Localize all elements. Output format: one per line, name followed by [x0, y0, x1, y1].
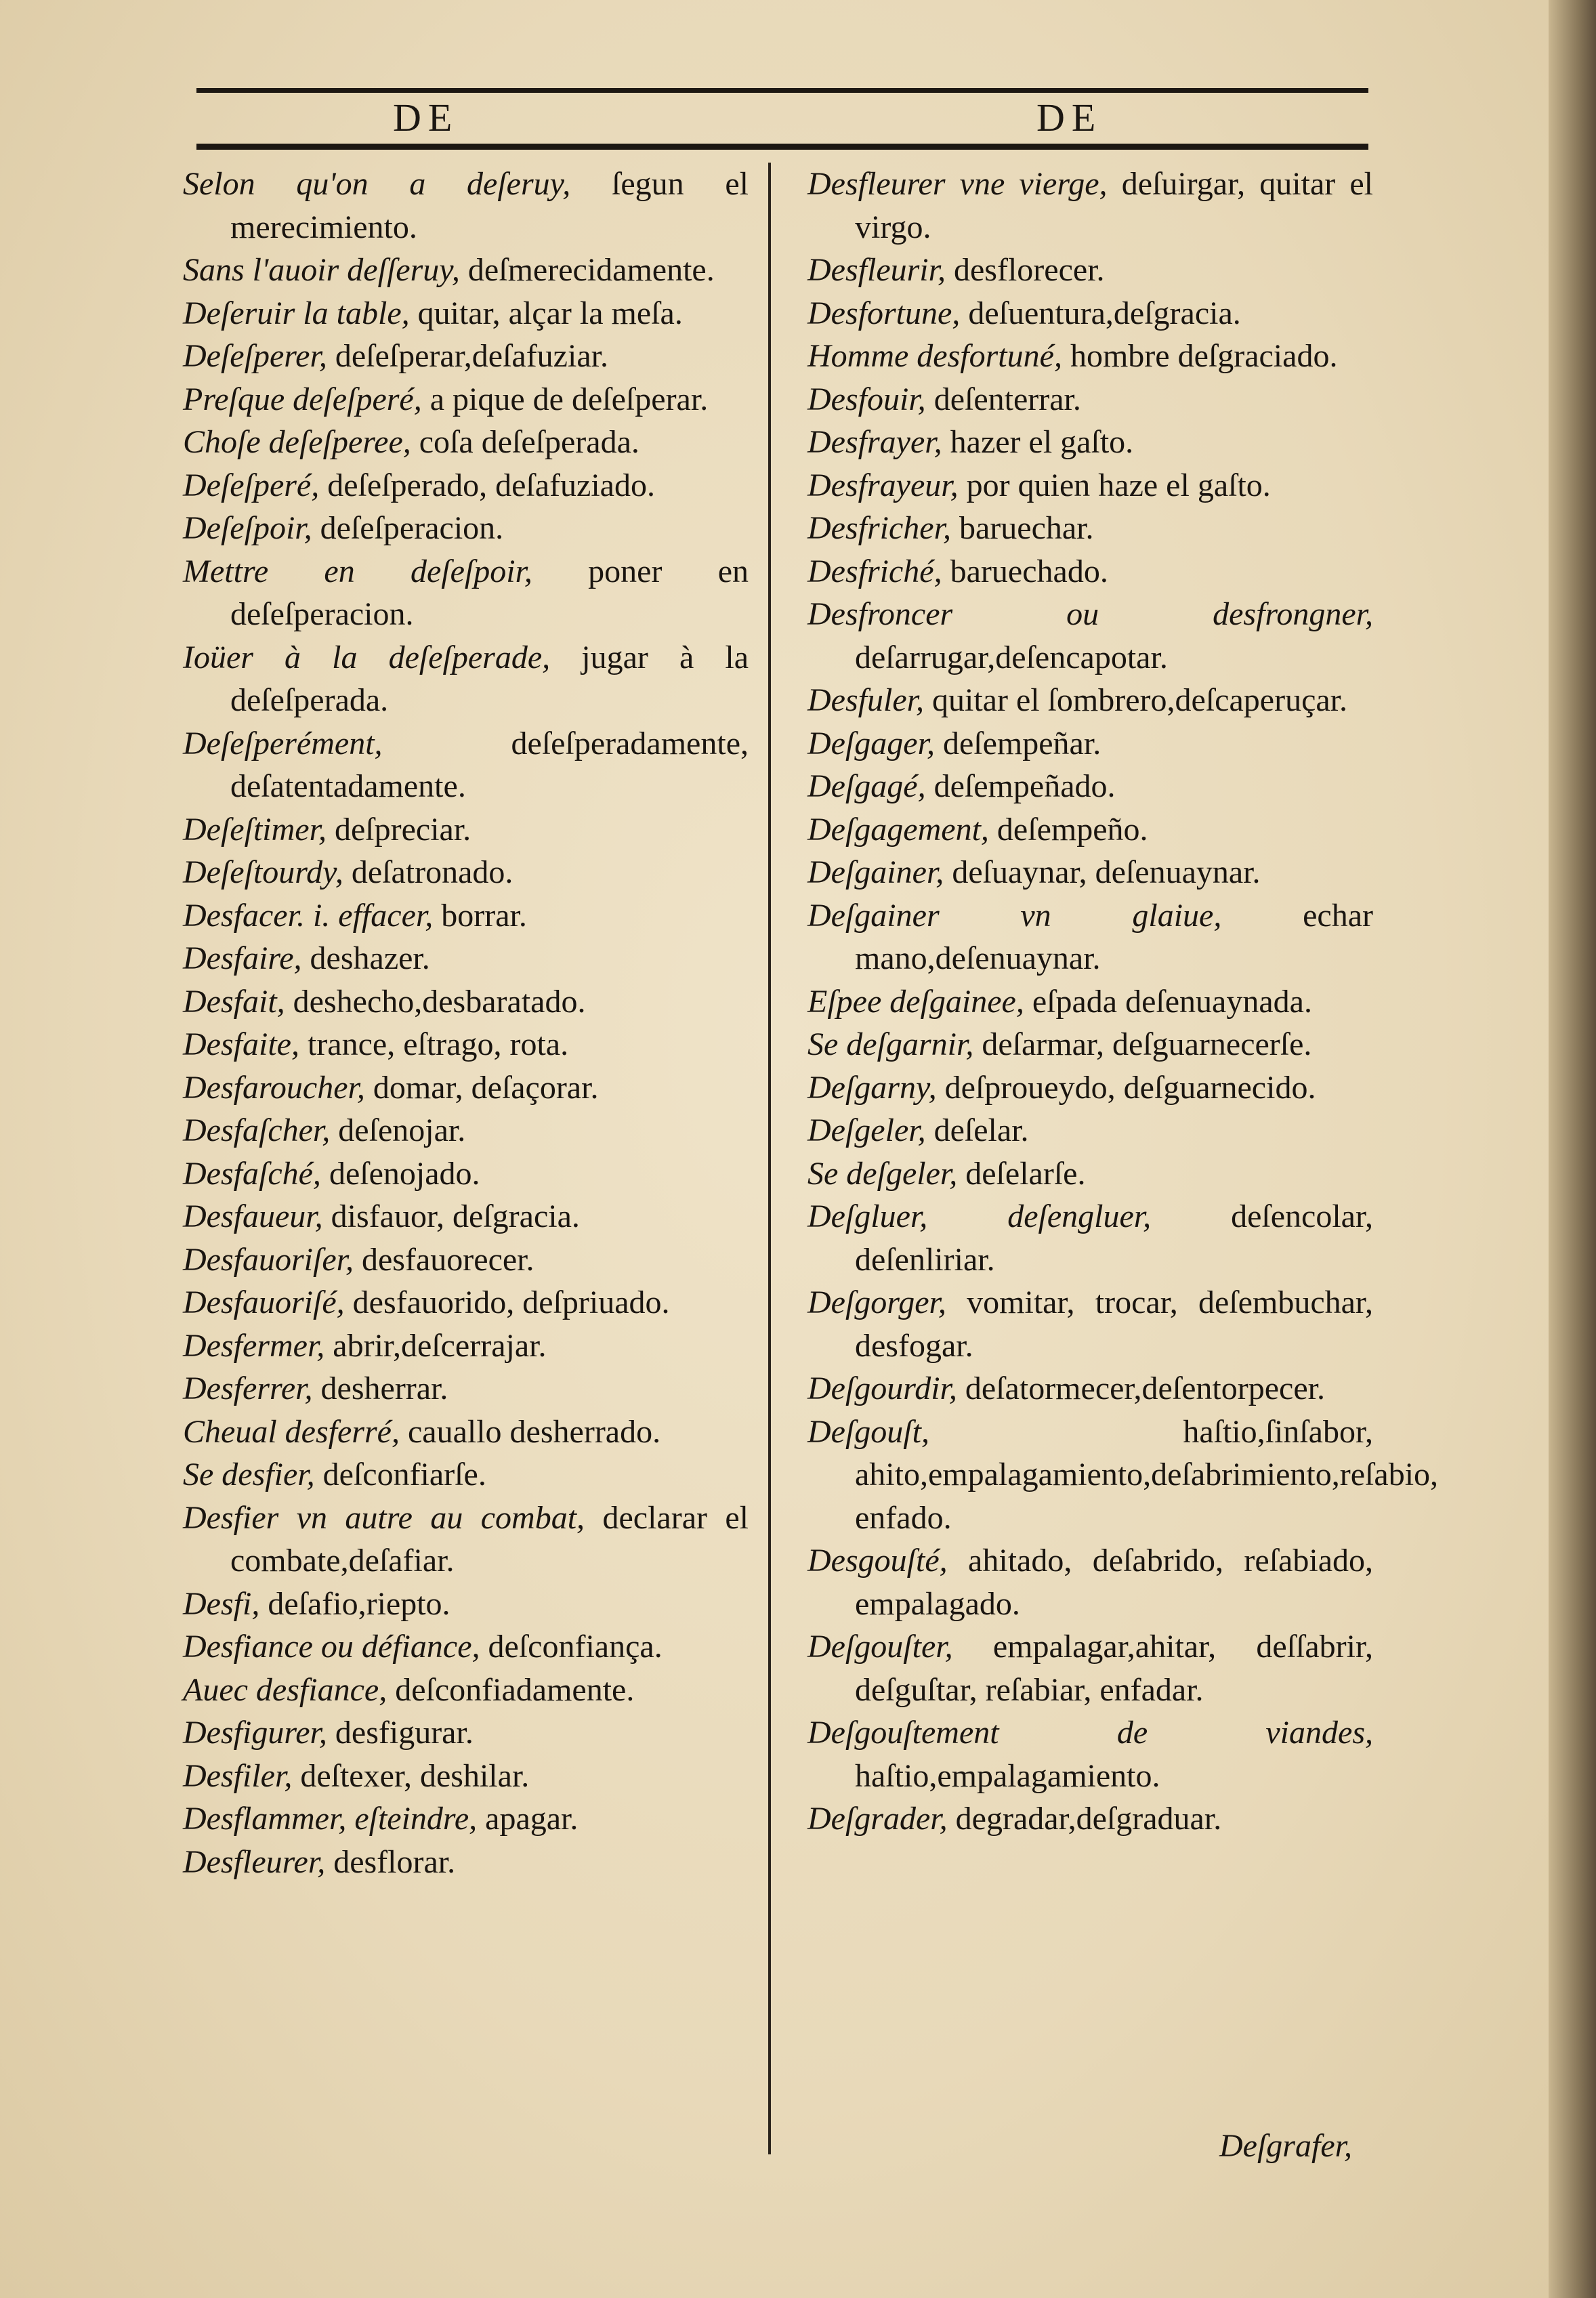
- french-headword: Desfaſché,: [183, 1155, 321, 1192]
- spanish-translation: baruechado.: [950, 553, 1108, 589]
- spanish-translation: deſarrugar,deſencapotar.: [855, 639, 1168, 675]
- french-headword: Deſeſpoir,: [183, 510, 312, 546]
- spanish-translation: deſelarſe.: [965, 1155, 1086, 1192]
- dictionary-entry: [807, 1066, 1373, 1110]
- dictionary-entry: [807, 378, 1373, 421]
- french-headword: Deſeruir la table,: [183, 295, 410, 331]
- dictionary-entry: [807, 980, 1373, 1024]
- spanish-translation: haſtio,ſinſabor, ahito,empalagamiento,deſabrimiento,reſabio, enfado.: [855, 1413, 1439, 1536]
- french-headword: Eſpee deſgainee,: [807, 983, 1024, 1020]
- french-headword: Deſgagement,: [807, 811, 989, 848]
- spanish-translation: deſeſperacion.: [320, 510, 504, 546]
- spanish-translation: jugar à la deſeſperada.: [230, 639, 749, 718]
- french-headword: Deſeſperé,: [183, 467, 320, 503]
- french-headword: Preſque deſeſperé,: [183, 381, 422, 417]
- dictionary-entry: [183, 464, 749, 507]
- dictionary-entry: [807, 1625, 1373, 1711]
- dictionary-entry: [183, 1023, 749, 1066]
- spanish-translation: deſeſperar,deſafuziar.: [335, 338, 608, 374]
- dictionary-entry: [183, 1109, 749, 1152]
- dictionary-entry: [807, 1539, 1373, 1625]
- spanish-translation: deſenterrar.: [933, 381, 1081, 417]
- dictionary-entry: [807, 1411, 1439, 1540]
- french-headword: Se desfier,: [183, 1457, 315, 1492]
- french-headword: Desfriché,: [807, 553, 942, 589]
- dictionary-entry: [807, 550, 1373, 593]
- dictionary-entry: [807, 1109, 1373, 1152]
- spanish-translation: domar, deſaçorar.: [373, 1069, 599, 1106]
- spanish-translation: degradar,deſgraduar.: [955, 1801, 1222, 1837]
- spanish-translation: disfauor, deſgracia.: [331, 1198, 580, 1234]
- spanish-translation: deſafio,riepto.: [268, 1585, 450, 1622]
- french-headword: Choſe deſeſperee,: [183, 424, 411, 460]
- french-headword: Se deſgeler,: [807, 1155, 958, 1192]
- dictionary-entry: [807, 1195, 1373, 1281]
- dictionary-entry: [807, 507, 1373, 550]
- spanish-translation: deshazer.: [310, 940, 430, 976]
- spanish-translation: desflorar.: [333, 1843, 456, 1880]
- spanish-translation: deſeſperado, deſafuziado.: [327, 467, 655, 503]
- dictionary-entry: [183, 1238, 749, 1282]
- dictionary-entry: [183, 1195, 749, 1238]
- spanish-translation: deſeſperadamente, deſatentadamente.: [230, 725, 749, 804]
- dictionary-entry: [807, 249, 1373, 292]
- header-rule-bottom: [196, 144, 1368, 150]
- page-edge: [1549, 0, 1596, 2298]
- dictionary-entry: [183, 378, 749, 421]
- french-headword: Deſgainer vn glaiue,: [807, 897, 1222, 934]
- spanish-translation: deſempeño.: [996, 811, 1148, 848]
- spanish-translation: deſempeñado.: [933, 768, 1116, 804]
- spanish-translation: quitar, alçar la meſa.: [417, 295, 683, 331]
- french-headword: Desfortune,: [807, 295, 961, 331]
- french-headword: Desfiler,: [183, 1757, 293, 1794]
- dictionary-entry: [807, 894, 1373, 980]
- dictionary-entry: [807, 851, 1373, 894]
- dictionary-entry: [183, 421, 749, 464]
- dictionary-entry: [183, 980, 749, 1024]
- spanish-translation: haſtio,empalagamiento.: [855, 1757, 1160, 1794]
- spanish-translation: echar mano,deſenuaynar.: [855, 897, 1374, 976]
- dictionary-entry: [183, 507, 749, 550]
- dictionary-entry: [807, 421, 1373, 464]
- french-headword: Deſgouſtement de viandes,: [807, 1715, 1373, 1751]
- spanish-translation: deſuaynar, deſenuaynar.: [952, 854, 1261, 890]
- dictionary-entry: [807, 1367, 1373, 1411]
- spanish-translation: desfigurar.: [335, 1715, 474, 1751]
- french-headword: Desfaueur,: [183, 1198, 323, 1234]
- dictionary-entry: [807, 1711, 1373, 1797]
- left-column: [183, 163, 749, 1883]
- french-headword: Selon qu'on a deſeruy,: [183, 166, 571, 202]
- header-rule-top: [196, 88, 1368, 93]
- dictionary-entry: [807, 163, 1373, 249]
- dictionary-entry: [183, 292, 749, 335]
- dictionary-entry: [183, 1797, 749, 1841]
- french-headword: Desgouſté,: [807, 1543, 948, 1579]
- french-headword: Desfleurer vne vierge,: [807, 166, 1108, 202]
- french-headword: Desfacer. i. effacer,: [183, 897, 434, 934]
- spanish-translation: deſmerecidamente.: [467, 252, 715, 288]
- dictionary-entry: [183, 1411, 749, 1454]
- dictionary-entry: [183, 1281, 749, 1324]
- french-headword: Deſgagé,: [807, 768, 926, 804]
- french-headword: Desfi,: [183, 1585, 260, 1622]
- dictionary-entry: [183, 1152, 749, 1196]
- dictionary-entry: [183, 335, 749, 378]
- french-headword: Desflammer, eſteindre,: [183, 1801, 478, 1837]
- dictionary-entry: [807, 679, 1373, 722]
- dictionary-entry: [183, 1066, 749, 1110]
- french-headword: Desfricher,: [807, 510, 951, 546]
- dictionary-entry: [183, 1625, 749, 1669]
- spanish-translation: deſconfiança.: [488, 1629, 663, 1665]
- spanish-translation: deſencolar, deſenliriar.: [855, 1198, 1374, 1278]
- dictionary-entry: [183, 1711, 749, 1755]
- dictionary-entry: [183, 894, 749, 938]
- dictionary-entry: [183, 163, 749, 249]
- french-headword: Desfouir,: [807, 381, 926, 417]
- french-headword: Desfaire,: [183, 940, 302, 976]
- running-head-left: DE: [393, 96, 459, 140]
- french-headword: Desfrayer,: [807, 424, 942, 460]
- spanish-translation: trance, eſtrago, rota.: [307, 1026, 569, 1062]
- french-headword: Deſgourdir,: [807, 1371, 957, 1406]
- dictionary-entry: [183, 1497, 749, 1583]
- french-headword: Ioüer à la deſeſperade,: [183, 639, 551, 675]
- spanish-translation: abrir,deſcerrajar.: [333, 1327, 547, 1364]
- running-head-right: DE: [1036, 96, 1103, 140]
- spanish-translation: a pique de deſeſperar.: [429, 381, 709, 417]
- dictionary-entry: [183, 636, 749, 722]
- spanish-translation: eſpada deſenuaynada.: [1032, 983, 1312, 1020]
- french-headword: Desfiance ou défiance,: [183, 1629, 480, 1665]
- french-headword: Desfait,: [183, 983, 285, 1020]
- dictionary-entry: [807, 593, 1373, 679]
- french-headword: Deſgouſt,: [807, 1413, 929, 1450]
- spanish-translation: deſarmar, deſguarnecerſe.: [982, 1026, 1312, 1062]
- french-headword: Deſgouſter,: [807, 1629, 953, 1665]
- spanish-translation: quitar el ſombrero,deſcaperuçar.: [931, 682, 1348, 718]
- spanish-translation: deſtexer, deshilar.: [300, 1757, 530, 1794]
- spanish-translation: ſegun el merecimiento.: [230, 166, 749, 245]
- spanish-translation: desfauorecer.: [362, 1241, 534, 1278]
- dictionary-entry: [183, 851, 749, 894]
- french-headword: Desfaſcher,: [183, 1112, 331, 1148]
- french-headword: Deſgluer, deſengluer,: [807, 1198, 1152, 1234]
- dictionary-entry: [807, 722, 1373, 766]
- dictionary-entry: [807, 1023, 1373, 1066]
- dictionary-entry: [807, 808, 1373, 852]
- french-headword: Desfaroucher,: [183, 1069, 365, 1106]
- french-headword: Desfroncer ou desfrongner,: [807, 596, 1373, 632]
- dictionary-entry: [183, 249, 749, 292]
- column-divider: [768, 163, 771, 2154]
- french-headword: Deſgainer,: [807, 854, 944, 890]
- french-headword: Auec desfiance,: [183, 1671, 387, 1708]
- french-headword: Desfrayeur,: [807, 467, 959, 503]
- dictionary-entry: [183, 1669, 749, 1712]
- spanish-translation: deſempeñar.: [942, 725, 1101, 761]
- french-headword: Deſgorger,: [807, 1284, 946, 1320]
- french-headword: Desfauoriſé,: [183, 1284, 345, 1320]
- dictionary-entry: [807, 464, 1373, 507]
- french-headword: Desfauoriſer,: [183, 1241, 354, 1278]
- dictionary-entry: [183, 1755, 749, 1798]
- dictionary-entry: [183, 722, 749, 808]
- spanish-translation: deſpreciar.: [334, 811, 471, 848]
- french-headword: Desfleurir,: [807, 252, 946, 288]
- spanish-translation: coſa deſeſperada.: [419, 424, 639, 460]
- dictionary-entry: [183, 550, 749, 636]
- dictionary-entry: [183, 808, 749, 852]
- dictionary-entry: [183, 937, 749, 980]
- spanish-translation: hombre deſgraciado.: [1070, 338, 1338, 374]
- spanish-translation: deſatormecer,deſentorpecer.: [965, 1371, 1325, 1406]
- spanish-translation: borrar.: [441, 897, 527, 934]
- french-headword: Desfermer,: [183, 1327, 325, 1364]
- spanish-translation: deſenojado.: [329, 1155, 480, 1192]
- french-headword: Desferrer,: [183, 1371, 313, 1406]
- french-headword: Homme desfortuné,: [807, 338, 1062, 374]
- spanish-translation: declarar el combate,deſafiar.: [230, 1499, 749, 1579]
- spanish-translation: desherrar.: [320, 1371, 448, 1406]
- spanish-translation: deſconfiadamente.: [395, 1671, 635, 1708]
- spanish-translation: empalagar,ahitar, deſſabrir, deſguſtar, reſabiar, enfadar.: [855, 1629, 1373, 1708]
- french-headword: Mettre en deſeſpoir,: [183, 553, 532, 589]
- spanish-translation: desflorecer.: [954, 252, 1105, 288]
- dictionary-entry: [183, 1453, 749, 1497]
- dictionary-entry: [183, 1324, 749, 1368]
- spanish-translation: cauallo desherrado.: [407, 1413, 661, 1450]
- spanish-translation: deſenojar.: [338, 1112, 466, 1148]
- spanish-translation: deſproueydo, deſguarnecido.: [944, 1069, 1316, 1106]
- french-headword: Sans l'auoir deſſeruy,: [183, 252, 460, 288]
- spanish-translation: ahitado, deſabrido, reſabiado, empalagado.: [855, 1543, 1373, 1622]
- dictionary-entry: [807, 1797, 1373, 1841]
- dictionary-entry: [807, 335, 1373, 378]
- french-headword: Deſeſperément,: [183, 725, 383, 761]
- french-headword: Desfleurer,: [183, 1843, 326, 1880]
- french-headword: Deſeſtimer,: [183, 811, 327, 848]
- spanish-translation: hazer el gaſto.: [950, 424, 1134, 460]
- french-headword: Deſeſperer,: [183, 338, 327, 374]
- spanish-translation: apagar.: [485, 1801, 579, 1837]
- french-headword: Desfier vn autre au combat,: [183, 1499, 585, 1536]
- spanish-translation: deſuirgar, quitar el virgo.: [855, 166, 1374, 245]
- spanish-translation: por quien haze el gaſto.: [966, 467, 1271, 503]
- dictionary-entry: [183, 1841, 749, 1884]
- spanish-translation: deshecho,desbaratado.: [293, 983, 586, 1020]
- dictionary-entry: [807, 765, 1373, 808]
- dictionary-entry: [183, 1583, 749, 1626]
- catchword: Deſgrafer,: [1219, 2128, 1352, 2164]
- spanish-translation: deſelar.: [933, 1112, 1029, 1148]
- spanish-translation: poner en deſeſperacion.: [230, 553, 749, 632]
- french-headword: Desfuler,: [807, 682, 924, 718]
- french-headword: Deſgeler,: [807, 1112, 926, 1148]
- spanish-translation: desfauorido, deſpriuado.: [352, 1284, 670, 1320]
- french-headword: Deſgarny,: [807, 1069, 937, 1106]
- dictionary-entry: [807, 1281, 1373, 1367]
- dictionary-entry: [183, 1367, 749, 1411]
- right-column: [807, 163, 1439, 1841]
- spanish-translation: deſatronado.: [351, 854, 513, 890]
- dictionary-entry: [807, 292, 1373, 335]
- french-headword: Deſeſtourdy,: [183, 854, 343, 890]
- spanish-translation: deſuentura,deſgracia.: [968, 295, 1241, 331]
- french-headword: Desfaite,: [183, 1026, 299, 1062]
- french-headword: Desfigurer,: [183, 1715, 327, 1751]
- spanish-translation: baruechar.: [959, 510, 1094, 546]
- french-headword: Deſgrader,: [807, 1801, 948, 1837]
- spanish-translation: deſconfiarſe.: [322, 1457, 486, 1492]
- french-headword: Deſgager,: [807, 725, 935, 761]
- french-headword: Cheual desferré,: [183, 1413, 400, 1450]
- french-headword: Se deſgarnir,: [807, 1026, 974, 1062]
- dictionary-entry: [807, 1152, 1373, 1196]
- spanish-translation: vomitar, trocar, deſembuchar, desfogar.: [855, 1284, 1373, 1364]
